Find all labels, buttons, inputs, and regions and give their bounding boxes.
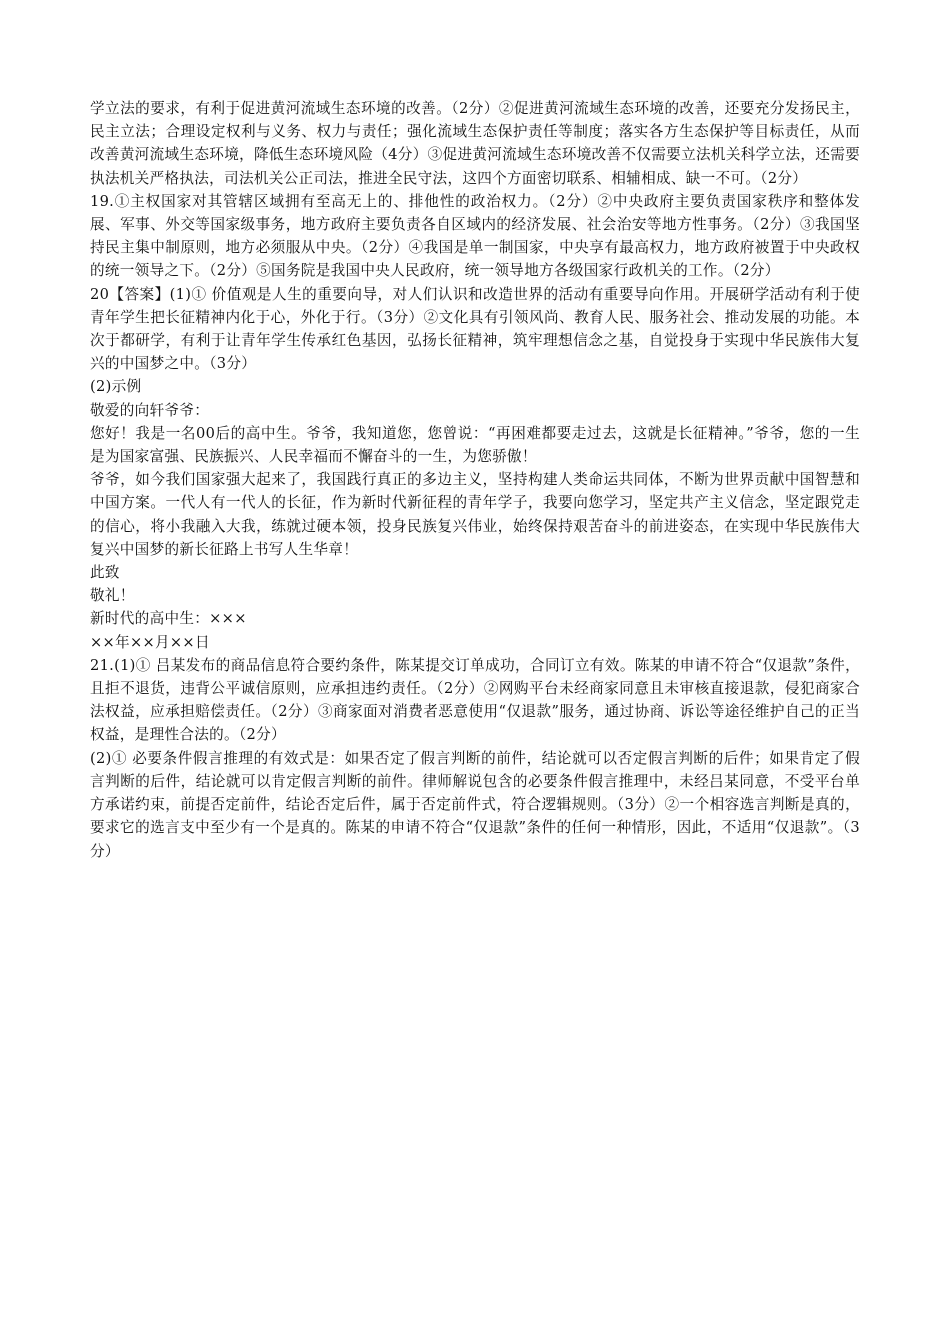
letter-closing-1: 此致 — [90, 564, 120, 582]
q20-part1-answer: 20【答案】(1)① 价值观是人生的重要向导，对人们认识和改造世界的活动有重要导向作用。开展研学活动有利于使青年学生把长征精神内化于心，外化于行。（3分）②文化具有引领风尚、教育人民、服务社会、推动发展的功能。本次于都研学，有利于让青年学生传承红色基因，弘扬长征精神，筑牢理想信念之基，自觉投身于实现中华民族伟大复兴的中国梦之中。（3分） — [90, 285, 860, 373]
q21-part2-answer: (2)① 必要条件假言推理的有效式是：如果否定了假言判断的前件，结论就可以否定假言判断的后件；如果肯定了假言判断的后件，结论就可以肯定假言判断的前件。律师解说包含的必要条件假言推理中，未经吕某同意，不受平台单方承诺约束，前提否定前件，结论否定后件，属于否定前件式，符合逻辑规则。（3分）②一个相容选言判断是真的，要求它的选言支中至少有一个是真的。陈某的申请不符合“仅退款”条件的任何一种情形，因此，不适用“仅退款”。（3分） — [90, 749, 860, 860]
answer-document — [90, 97, 860, 863]
letter-paragraph-1: 您好！我是一名00后的高中生。爷爷，我知道您，您曾说：“再困难都要走过去，这就是长征精神。”爷爷，您的一生是为国家富强、民族振兴、人民幸福而不懈奋斗的一生，为您骄傲！ — [90, 424, 860, 466]
q20-part2-label: (2)示例 — [90, 378, 142, 396]
letter-closing-2: 敬礼！ — [90, 587, 135, 605]
letter-date: ××年××月××日 — [90, 633, 210, 651]
letter-paragraph-2: 爷爷，如今我们国家强大起来了，我国践行真正的多边主义，坚持构建人类命运共同体，不断为世界贡献中国智慧和中国方案。一代人有一代人的长征，作为新时代新征程的青年学子，我要向您学习，坚定共产主义信念，坚定跟党走的信心，将小我融入大我，练就过硬本领，投身民族复兴伟业，始终保持艰苦奋斗的前进姿态，在实现中华民族伟大复兴中国梦的新长征路上书写人生华章！ — [90, 471, 860, 558]
q19-answer: 19.①主权国家对其管辖区域拥有至高无上的、排他性的政治权力。（2分）②中央政府主要负责国家秩序和整体发展、军事、外交等国家级事务，地方政府主要负责各自区域内的经济发展、社会治安等地方性事务。（2分）③我国坚持民主集中制原则，地方必须服从中央。（2分）④我国是单一制国家，中央享有最高权力，地方政府被置于中央政权的统一领导之下。（2分）⑤国务院是我国中央人民政府，统一领导地方各级国家行政机关的工作。（2分） — [90, 192, 860, 280]
letter-signature: 新时代的高中生：××× — [90, 610, 247, 628]
q21-part1-answer: 21.(1)① 吕某发布的商品信息符合要约条件，陈某提交订单成功，合同订立有效。陈某的申请不符合“仅退款”条件，且拒不退货，违背公平诚信原则，应承担违约责任。（2分）②网购平台未经商家同意且未审核直接退款，侵犯商家合法权益，应承担赔偿责任。（2分）③商家面对消费者恶意使用“仅退款”服务，通过协商、诉讼等途径维护自己的正当权益，是理性合法的。（2分） — [90, 656, 860, 744]
letter-salutation: 敬爱的向轩爷爷： — [90, 401, 210, 419]
q18-continuation: 学立法的要求，有利于促进黄河流域生态环境的改善。（2分）②促进黄河流域生态环境的改善，还要充分发扬民主，民主立法；合理设定权利与义务、权力与责任；强化流域生态保护责任等制度；落实各方生态保护等目标责任，从而改善黄河流域生态环境，降低生态环境风险（4分）③促进黄河流域生态环境改善不仅需要立法机关科学立法，还需要执法机关严格执法，司法机关公正司法，推进全民守法，这四个方面密切联系、相辅相成、缺一不可。（2分） — [90, 100, 860, 187]
